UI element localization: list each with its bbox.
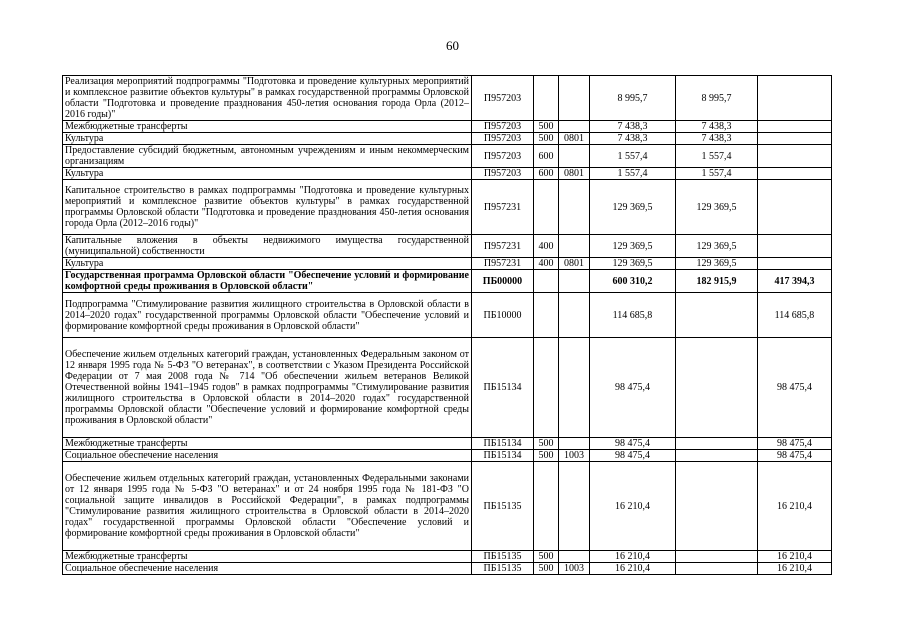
section-code-cell (559, 235, 590, 258)
regional-amount-cell: 417 394,3 (758, 270, 832, 293)
target-code-cell: ПБ15135 (472, 551, 534, 563)
total-amount-cell: 1 557,4 (590, 145, 676, 168)
total-amount-cell: 16 210,4 (590, 563, 676, 575)
section-code-cell (559, 462, 590, 551)
total-amount-cell: 98 475,4 (590, 450, 676, 462)
target-code-cell: П957203 (472, 145, 534, 168)
table-row (63, 450, 832, 462)
row-name-cell: Капитальные вложения в объекты недвижимого имущества государственной (муниципальной) собственности (63, 235, 472, 258)
regional-amount-cell (758, 258, 832, 270)
expense-type-cell: 400 (534, 235, 559, 258)
row-name-cell: Социальное обеспечение населения (63, 563, 472, 575)
table-body (63, 76, 832, 575)
expense-type-cell: 600 (534, 145, 559, 168)
table-row (63, 168, 832, 180)
federal-amount-cell: 129 369,5 (676, 180, 758, 235)
federal-amount-cell: 7 438,3 (676, 121, 758, 133)
row-name-cell: Культура (63, 168, 472, 180)
section-code-cell: 0801 (559, 258, 590, 270)
target-code-cell: ПБ15135 (472, 462, 534, 551)
federal-amount-cell (676, 438, 758, 450)
expense-type-cell (534, 180, 559, 235)
table-row (63, 462, 832, 551)
federal-amount-cell: 1 557,4 (676, 168, 758, 180)
target-code-cell: П957231 (472, 180, 534, 235)
regional-amount-cell: 16 210,4 (758, 462, 832, 551)
expense-type-cell: 500 (534, 450, 559, 462)
federal-amount-cell: 182 915,9 (676, 270, 758, 293)
total-amount-cell: 7 438,3 (590, 121, 676, 133)
target-code-cell: ПБ15134 (472, 438, 534, 450)
target-code-cell: П957203 (472, 168, 534, 180)
regional-amount-cell (758, 168, 832, 180)
regional-amount-cell (758, 76, 832, 121)
total-amount-cell: 8 995,7 (590, 76, 676, 121)
section-code-cell (559, 438, 590, 450)
table-row (63, 76, 832, 121)
regional-amount-cell: 16 210,4 (758, 551, 832, 563)
target-code-cell: ПБ15134 (472, 338, 534, 438)
regional-amount-cell: 114 685,8 (758, 293, 832, 338)
row-name-cell: Межбюджетные трансферты (63, 121, 472, 133)
regional-amount-cell: 98 475,4 (758, 338, 832, 438)
expense-type-cell: 500 (534, 563, 559, 575)
total-amount-cell: 1 557,4 (590, 168, 676, 180)
target-code-cell: П957231 (472, 258, 534, 270)
target-code-cell: ПБ15135 (472, 563, 534, 575)
target-code-cell: П957203 (472, 133, 534, 145)
target-code-cell: П957231 (472, 235, 534, 258)
regional-amount-cell: 98 475,4 (758, 438, 832, 450)
regional-amount-cell (758, 133, 832, 145)
target-code-cell: ПБ15134 (472, 450, 534, 462)
target-code-cell: П957203 (472, 76, 534, 121)
federal-amount-cell: 8 995,7 (676, 76, 758, 121)
federal-amount-cell: 129 369,5 (676, 235, 758, 258)
regional-amount-cell (758, 180, 832, 235)
row-name-cell: Культура (63, 258, 472, 270)
federal-amount-cell (676, 338, 758, 438)
section-code-cell (559, 551, 590, 563)
table-row (63, 563, 832, 575)
total-amount-cell: 600 310,2 (590, 270, 676, 293)
table-row (63, 293, 832, 338)
row-name-cell: Обеспечение жильем отдельных категорий граждан, установленных Федеральным законом от 12 января 1995 года № 5-ФЗ "О ветеранах", в соответствии с Указом Президента Российской Федерации от 7 мая 2008 года № 714 "Об обеспечении жильем ветеранов Великой Отечественной войны 1941–1945 годов" в рамках подпрограммы "Стимулирование развития жилищного строительства в Орловской области в 2014–2020 годах" государственной программы Орловской области "Обеспечение условий и формирование комфортной среды проживания в Орловской области" (63, 338, 472, 438)
expense-type-cell (534, 338, 559, 438)
target-code-cell: ПБ00000 (472, 270, 534, 293)
expense-type-cell: 400 (534, 258, 559, 270)
table-row (63, 180, 832, 235)
total-amount-cell: 16 210,4 (590, 462, 676, 551)
section-code-cell (559, 270, 590, 293)
row-name-cell: Межбюджетные трансферты (63, 551, 472, 563)
regional-amount-cell (758, 121, 832, 133)
section-code-cell (559, 338, 590, 438)
row-name-cell: Обеспечение жильем отдельных категорий граждан, установленных Федеральными законами от 12 января 1995 года № 5-ФЗ "О ветеранах" и от 24 ноября 1995 года № 181-ФЗ "О социальной защите инвалидов в Российской Федерации", в рамках подпрограммы "Стимулирование развития жилищного строительства в Орловской области в 2014–2020 годах" государственной программы Орловской области "Обеспечение условий и формирование комфортной среды проживания в Орловской области" (63, 462, 472, 551)
table-row (63, 551, 832, 563)
section-code-cell (559, 76, 590, 121)
regional-amount-cell: 98 475,4 (758, 450, 832, 462)
target-code-cell: П957203 (472, 121, 534, 133)
table-row (63, 438, 832, 450)
section-code-cell: 1003 (559, 450, 590, 462)
regional-amount-cell (758, 145, 832, 168)
expense-type-cell: 500 (534, 133, 559, 145)
total-amount-cell: 114 685,8 (590, 293, 676, 338)
section-code-cell (559, 121, 590, 133)
expense-type-cell: 500 (534, 121, 559, 133)
federal-amount-cell: 129 369,5 (676, 258, 758, 270)
expense-type-cell: 500 (534, 551, 559, 563)
federal-amount-cell (676, 293, 758, 338)
table-row (63, 145, 832, 168)
total-amount-cell: 98 475,4 (590, 338, 676, 438)
table-row (63, 133, 832, 145)
budget-table (62, 75, 832, 575)
expense-type-cell (534, 270, 559, 293)
table-row (63, 121, 832, 133)
row-name-cell: Подпрограмма "Стимулирование развития жилищного строительства в Орловской области в 2014–2020 годах" государственной программы Орловской области "Обеспечение условий и формирование комфортной среды проживания в Орловской области" (63, 293, 472, 338)
section-code-cell: 1003 (559, 563, 590, 575)
row-name-cell: Культура (63, 133, 472, 145)
row-name-cell: Реализация мероприятий подпрограммы "Подготовка и проведение культурных мероприятий и комплексное развитие объектов культуры" в рамках государственной программы Орловской области "Подготовка и проведение празднования 450-летия основания города Орла (2012–2016 годы)" (63, 76, 472, 121)
federal-amount-cell: 7 438,3 (676, 133, 758, 145)
target-code-cell: ПБ10000 (472, 293, 534, 338)
expense-type-cell (534, 76, 559, 121)
expense-type-cell (534, 462, 559, 551)
section-code-cell (559, 145, 590, 168)
total-amount-cell: 129 369,5 (590, 258, 676, 270)
federal-amount-cell (676, 563, 758, 575)
table-row (63, 235, 832, 258)
total-amount-cell: 98 475,4 (590, 438, 676, 450)
total-amount-cell: 16 210,4 (590, 551, 676, 563)
expense-type-cell: 500 (534, 438, 559, 450)
row-name-cell: Социальное обеспечение населения (63, 450, 472, 462)
total-amount-cell: 129 369,5 (590, 180, 676, 235)
table-row (63, 338, 832, 438)
row-name-cell: Государственная программа Орловской области "Обеспечение условий и формирование комфортной среды проживания в Орловской области" (63, 270, 472, 293)
row-name-cell: Межбюджетные трансферты (63, 438, 472, 450)
section-code-cell (559, 293, 590, 338)
table-row (63, 270, 832, 293)
section-code-cell (559, 180, 590, 235)
row-name-cell: Капитальное строительство в рамках подпрограммы "Подготовка и проведение культурных мероприятий и комплексное развитие объектов культуры" в рамках государственной программы Орловской области "Подготовка и проведение празднования 450-летия основания города Орла (2012–2016 годы)" (63, 180, 472, 235)
federal-amount-cell: 1 557,4 (676, 145, 758, 168)
expense-type-cell: 600 (534, 168, 559, 180)
page-number: 60 (446, 38, 459, 53)
section-code-cell: 0801 (559, 168, 590, 180)
total-amount-cell: 7 438,3 (590, 133, 676, 145)
total-amount-cell: 129 369,5 (590, 235, 676, 258)
table-row (63, 258, 832, 270)
expense-type-cell (534, 293, 559, 338)
federal-amount-cell (676, 450, 758, 462)
section-code-cell: 0801 (559, 133, 590, 145)
federal-amount-cell (676, 551, 758, 563)
regional-amount-cell: 16 210,4 (758, 563, 832, 575)
federal-amount-cell (676, 462, 758, 551)
row-name-cell: Предоставление субсидий бюджетным, автономным учреждениям и иным некоммерческим организациям (63, 145, 472, 168)
regional-amount-cell (758, 235, 832, 258)
